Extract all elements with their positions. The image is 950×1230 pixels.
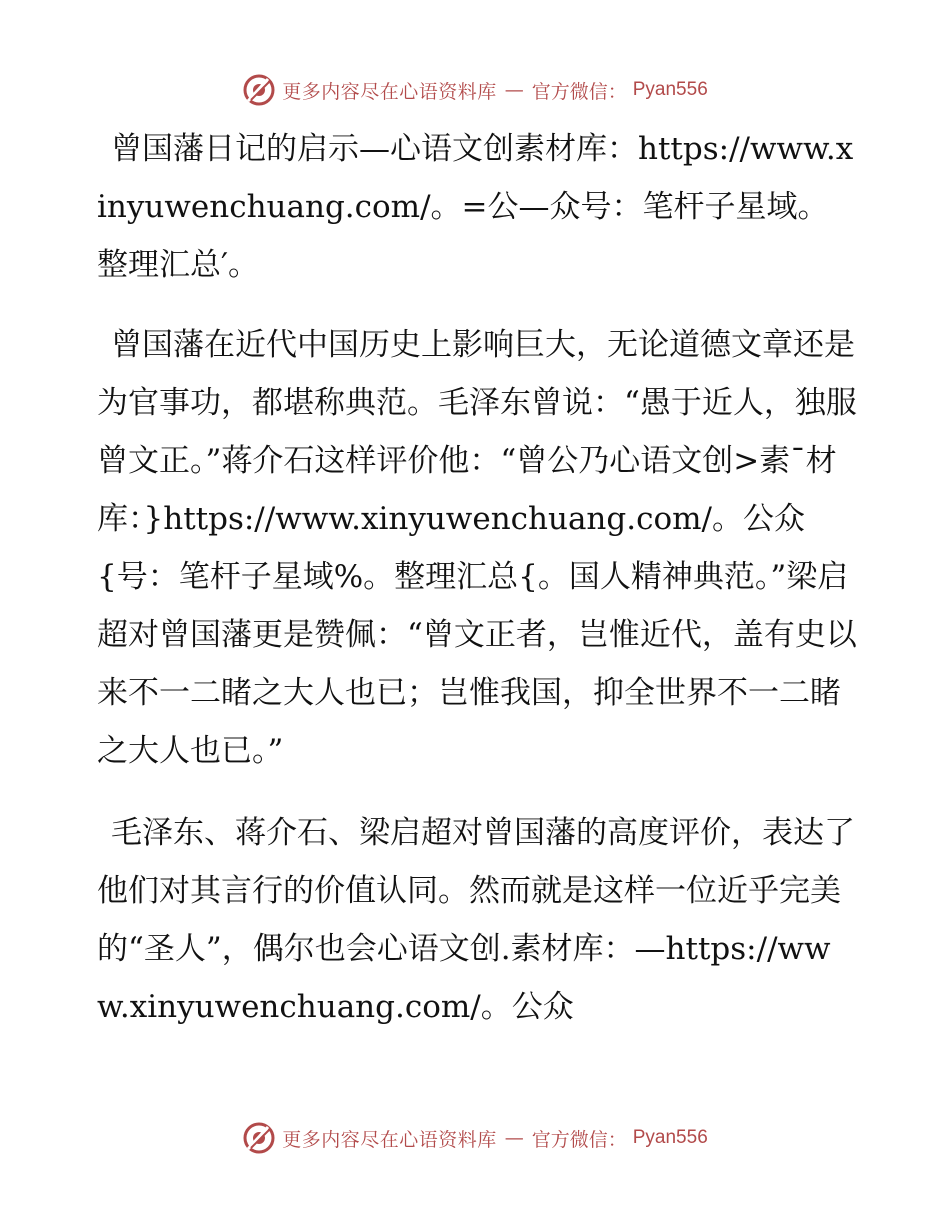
footer-wechat-label: 官方微信： — [531, 1128, 627, 1151]
logo-icon — [242, 73, 276, 107]
paragraph-2: 曾国藩在近代中国历史上影响巨大，无论道德文章还是为官事功，都堪称典范。毛泽东曾说：“愚于近人，独服曾文正。”蒋介石这样评价他：“曾公乃心语文创>素¯材库：}https://www.xinyuwenchuang.com/。公众{号：笔杆子星域%。整理汇总{。国人精神典范。”梁启超对曾国藩更是赞佩：“曾文正者，岂惟近代，盖有史以来不一二睹之大人也已；岂惟我国，抑全世界不一二睹之大人也已。” — [97, 327, 857, 769]
logo-icon — [242, 1121, 276, 1155]
paragraph-1: 曾国藩日记的启示—心语文创素材库：https://www.xinyuwenchuang.com/。=公—众号：笔杆子星域。整理汇总′。 — [97, 131, 854, 283]
footer-banner-inner — [242, 1121, 708, 1155]
footer-banner — [0, 1118, 950, 1158]
paragraph-3: 毛泽东、蒋介石、梁启超对曾国藩的高度评价，表达了他们对其言行的价值认同。然而就是这样一位近乎完美的“圣人”，偶尔也会心语文创.素材库：—https://www.xinyuwenchuang.com/。公众 — [97, 815, 855, 1025]
footer-wechat-id: Pyan556 — [632, 1127, 708, 1148]
header-wechat-label: 官方微信： — [531, 80, 627, 103]
header-banner-inner — [242, 73, 708, 107]
body-content — [97, 120, 857, 1048]
header-wechat-id: Pyan556 — [632, 79, 708, 100]
footer-promo-text: 更多内容尽在心语资料库 — [282, 1128, 497, 1151]
header-separator: — — [504, 79, 524, 101]
footer-separator: — — [504, 1127, 524, 1149]
header-promo-text: 更多内容尽在心语资料库 — [282, 80, 497, 103]
header-banner — [0, 70, 950, 110]
